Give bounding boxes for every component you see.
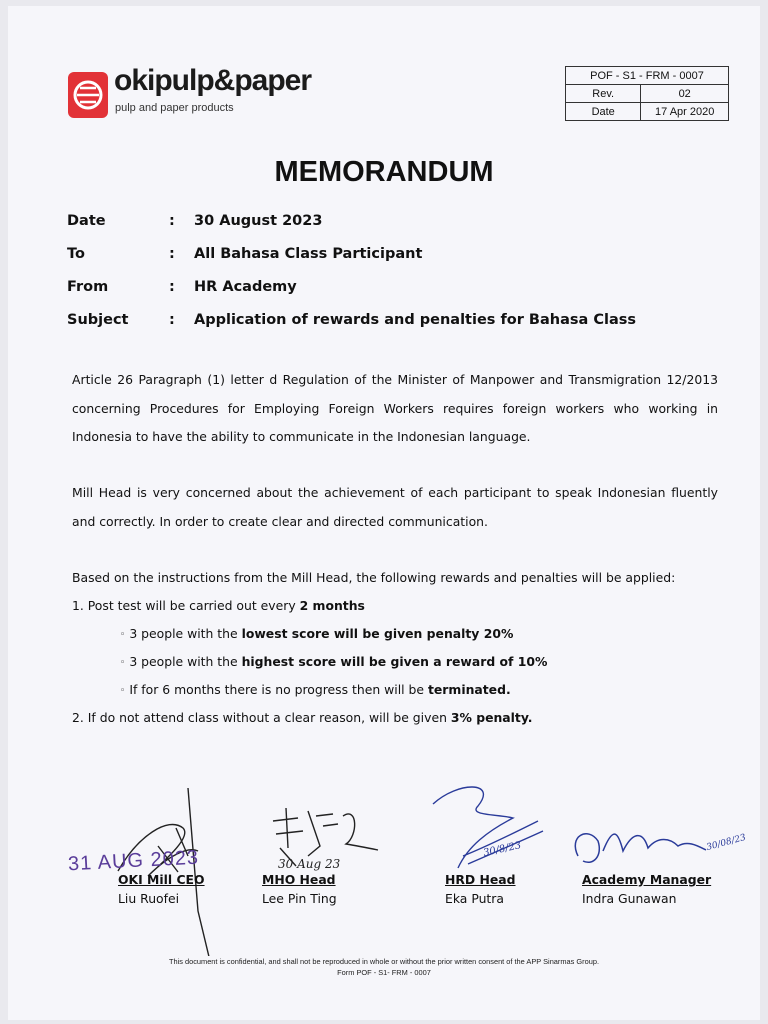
signatory-role: HRD Head — [445, 872, 516, 887]
bullet-icon: ◦ — [120, 686, 126, 696]
bullet-icon: ◦ — [120, 630, 126, 640]
footer-form-code: Form POF - S1- FRM - 0007 — [337, 968, 431, 977]
list-item-text: 1. Post test will be carried out every — [72, 598, 300, 613]
academy-manager-signature — [575, 834, 706, 863]
company-name: okipulp&paper — [114, 64, 312, 97]
form-code: POF - S1 - FRM - 0007 — [566, 67, 729, 85]
list-item-emphasis: highest score will be given a reward of 10% — [241, 654, 548, 669]
field-label: Date — [67, 213, 106, 229]
rev-value: 02 — [641, 85, 729, 103]
field-colon: : — [169, 246, 175, 262]
body-paragraph: Mill Head is very concerned about the achievement of each participant to speak Indonesian fluently and correctly. In order to create clear and directed communication. — [72, 485, 718, 529]
list-item — [120, 626, 513, 641]
signatory-role: Academy Manager — [582, 872, 712, 887]
signatory-name: Indra Gunawan — [582, 891, 677, 906]
field-value: Application of rewards and penalties for Bahasa Class — [194, 312, 637, 328]
instructions-intro: Based on the instructions from the Mill Head, the following rewards and penalties will be applied: — [72, 570, 676, 585]
form-date-value: 17 Apr 2020 — [641, 103, 729, 121]
list-item — [120, 682, 511, 697]
bullet-icon: ◦ — [120, 658, 126, 668]
signatory-role: OKI Mill CEO — [118, 872, 205, 887]
list-item — [72, 598, 365, 613]
list-item — [72, 710, 532, 725]
rev-label: Rev. — [566, 85, 641, 103]
confidential-notice: This document is confidential, and shall not be reproduced in whole or without the prior written consent of the APP Sinarmas Group. — [169, 957, 599, 966]
list-item-text: 3 people with the — [129, 626, 242, 641]
list-item-text: If for 6 months there is no progress then will be — [129, 682, 428, 697]
field-value: HR Academy — [194, 279, 297, 295]
signatory-name: Liu Ruofei — [118, 891, 180, 906]
list-item-emphasis: 2 months — [299, 598, 365, 613]
field-label: Subject — [67, 312, 129, 328]
field-value: 30 August 2023 — [194, 213, 323, 229]
list-item-emphasis: 3% penalty. — [450, 710, 533, 725]
received-date-stamp: 31 AUG 2023 — [67, 846, 200, 876]
form-code-table — [565, 66, 729, 121]
field-label: To — [67, 246, 85, 262]
field-colon: : — [169, 312, 175, 328]
field-colon: : — [169, 213, 175, 229]
field-colon: : — [169, 279, 175, 295]
company-tagline: pulp and paper products — [115, 102, 234, 114]
signatory-role: MHO Head — [262, 872, 336, 887]
handwritten-date: 30/8/23 — [482, 840, 523, 859]
field-value: All Bahasa Class Participant — [194, 246, 423, 262]
list-item-text: 3 people with the — [129, 654, 242, 669]
signatory-name: Lee Pin Ting — [262, 891, 337, 906]
list-item-emphasis: lowest score will be given penalty 20% — [241, 626, 514, 641]
memo-title: MEMORANDUM — [274, 156, 494, 188]
memo-page — [8, 6, 760, 1020]
form-date-label: Date — [566, 103, 641, 121]
handwritten-date: 30/08/23 — [705, 832, 748, 854]
handwritten-date: 30 Aug 23 — [278, 857, 341, 871]
field-label: From — [67, 279, 109, 295]
signatory-name: Eka Putra — [445, 891, 504, 906]
oki-logo-icon — [68, 72, 108, 118]
list-item-emphasis: terminated. — [427, 682, 511, 697]
body-paragraph: Article 26 Paragraph (1) letter d Regulation of the Minister of Manpower and Transmigration 12/2013 concerning Procedures for Employing Foreign Workers requires foreign workers who working in Indonesia to have the ability to communicate in the Indonesian language. — [72, 372, 718, 444]
list-item — [120, 654, 547, 669]
list-item-text: 2. If do not attend class without a clear reason, will be given — [72, 710, 451, 725]
